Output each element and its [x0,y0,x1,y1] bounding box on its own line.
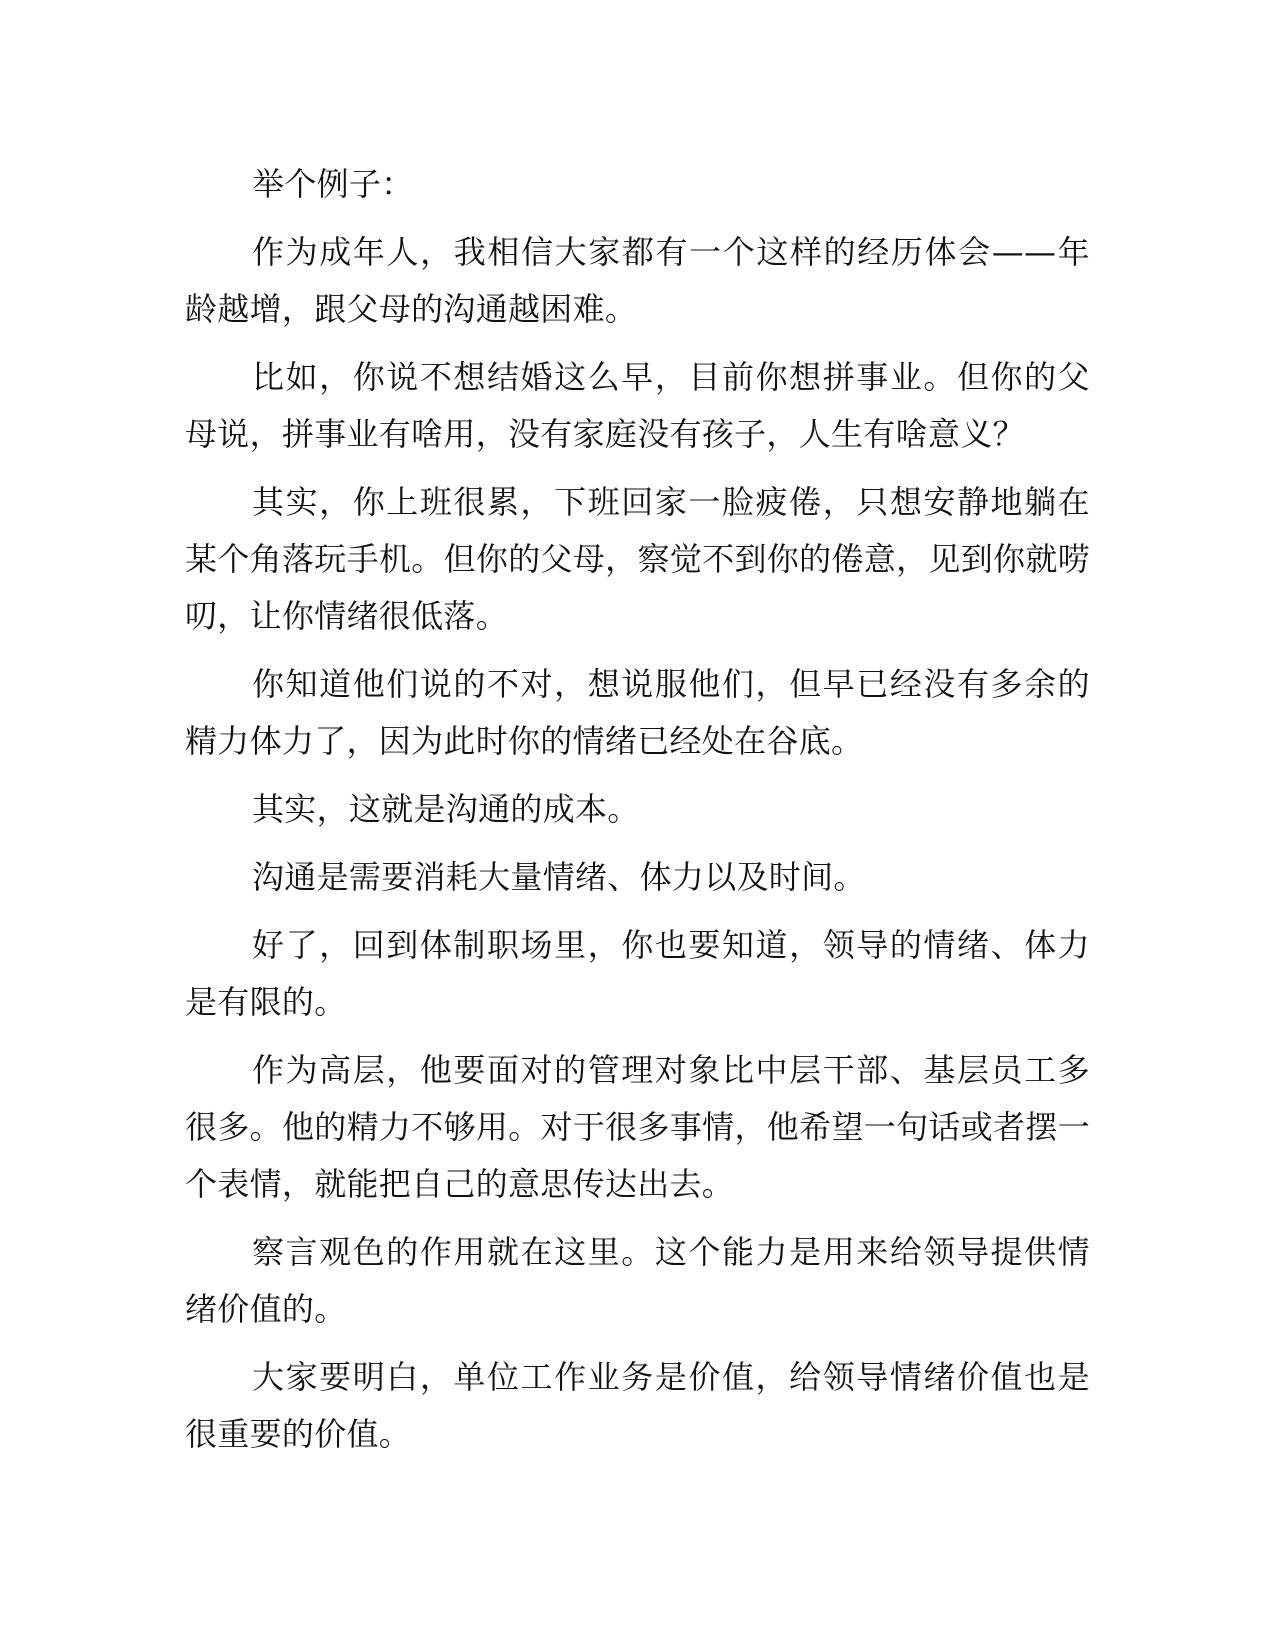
paragraph-marriage-career: 比如，你说不想结婚这么早，目前你想拼事业。但你的父母说，拼事业有啥用，没有家庭没有孩子，人生有啥意义？ [185,358,1090,453]
paragraph-example-intro: 举个例子： [252,165,414,203]
paragraph-adult-experience: 作为成年人，我相信大家都有一个这样的经历体会——年龄越增，跟父母的沟通越困难。 [185,233,1090,328]
paragraph-senior-management: 作为高层，他要面对的管理对象比中层干部、基层员工多很多。他的精力不够用。对于很多事情，他希望一句话或者摆一个表情，就能把自己的意思传达出去。 [185,1051,1090,1203]
paragraph-tired-after-work: 其实，你上班很累，下班回家一脸疲倦，只想安静地躺在某个角落玩手机。但你的父母，察觉不到你的倦意，见到你就唠叨，让你情绪很低落。 [185,483,1090,635]
paragraph-emotional-value: 大家要明白，单位工作业务是价值，给领导情绪价值也是很重要的价值。 [185,1358,1090,1453]
paragraph-communication-consumes: 沟通是需要消耗大量情绪、体力以及时间。 [252,858,866,896]
paragraph-reading-expressions: 察言观色的作用就在这里。这个能力是用来给领导提供情绪价值的。 [185,1233,1090,1328]
paragraph-no-energy: 你知道他们说的不对，想说服他们，但早已经没有多余的精力体力了，因为此时你的情绪已经处在谷底。 [185,665,1090,760]
paragraph-communication-cost: 其实，这就是沟通的成本。 [252,790,640,828]
paragraph-leader-limited: 好了，回到体制职场里，你也要知道，领导的情绪、体力是有限的。 [185,926,1090,1021]
document-body [185,156,1090,1474]
